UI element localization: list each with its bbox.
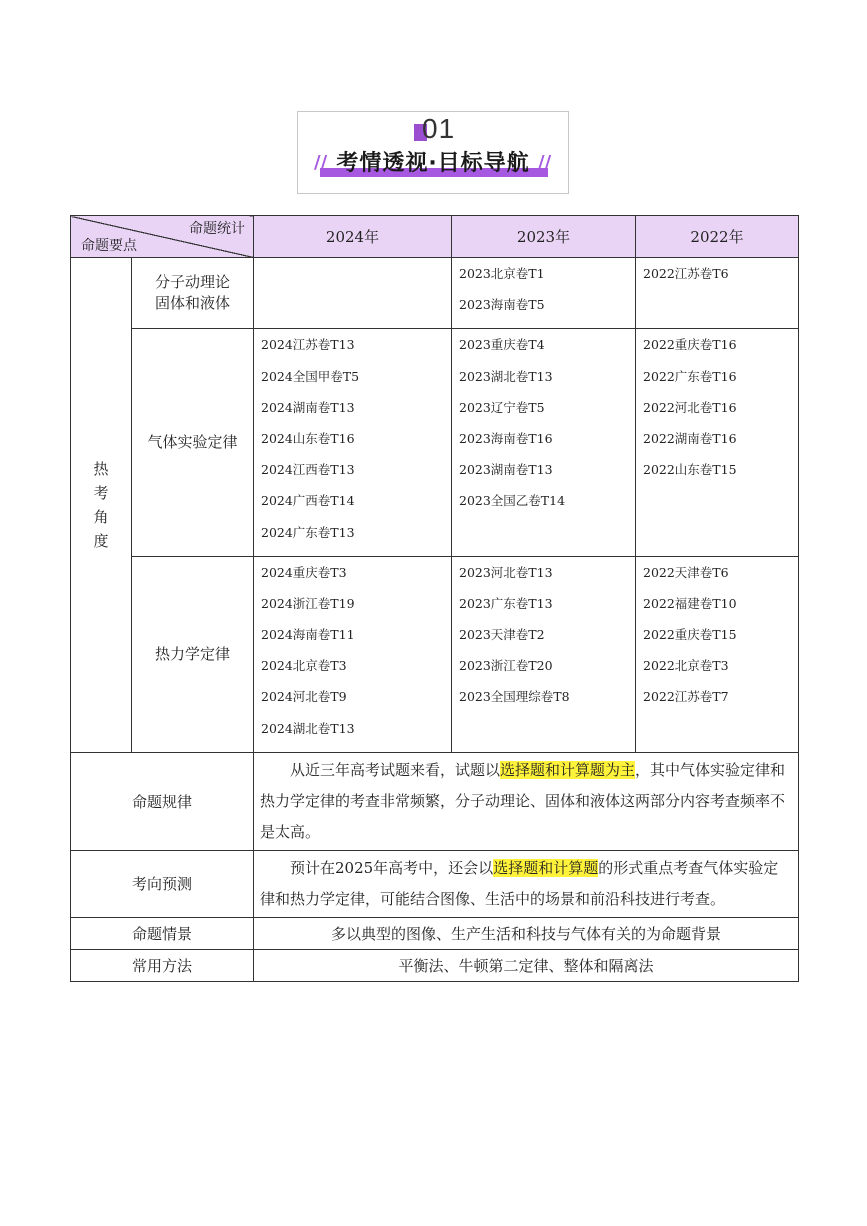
exam-item: 2023全国理综卷T8 (459, 689, 570, 705)
exam-item: 2024湖北卷T13 (261, 720, 355, 736)
exam-item: 2023天津卷T2 (459, 627, 545, 643)
table-row (71, 556, 799, 752)
exam-item: 2022福建卷T10 (643, 595, 737, 611)
exam-item: 2023湖北卷T13 (459, 368, 553, 384)
exam-item: 2023海南卷T16 (459, 430, 553, 446)
items-cell-2022 (636, 556, 799, 752)
exam-item: 2023湖南卷T13 (459, 462, 553, 478)
exam-item: 2023辽宁卷T5 (459, 399, 545, 415)
exam-item: 2023北京卷T1 (459, 266, 545, 281)
year-header-2022: 2022年 (636, 216, 799, 258)
items-cell-2024 (254, 329, 452, 556)
exam-analysis-table (70, 215, 799, 982)
exam-item: 2024江苏卷T13 (261, 337, 355, 353)
exam-item: 2024浙江卷T19 (261, 595, 355, 611)
corner-bottom-label: 命题要点 (81, 238, 137, 254)
section-number: 01 (422, 113, 456, 144)
category-label: 气体实验定律 (147, 433, 238, 452)
exam-item: 2024全国甲卷T5 (261, 368, 360, 384)
scenario-text: 多以典型的图像、生产生活和科技与气体有关的为命题背景 (254, 917, 799, 949)
section-title: 考情透视·目标导航 (336, 151, 530, 176)
exam-item: 2022北京卷T3 (643, 658, 729, 674)
corner-header-cell (71, 216, 254, 258)
exam-item: 2024广东卷T13 (261, 524, 355, 540)
table-row (71, 949, 799, 981)
exam-item: 2024山东卷T16 (261, 430, 355, 446)
group-label-char: 热 (93, 459, 109, 478)
exam-item: 2023河北卷T13 (459, 564, 553, 580)
group-label-char: 考 (93, 483, 109, 502)
exam-item: 2023海南卷T5 (459, 297, 545, 313)
category-cell (132, 556, 254, 752)
exam-item: 2022重庆卷T16 (643, 337, 737, 353)
exam-item: 2024重庆卷T3 (261, 564, 347, 580)
forecast-label: 考向预测 (71, 850, 254, 917)
forecast-text-part: 的形式重点考查气体实验定律和热力学定律，可能结合图像、生活中的场景和前沿科技进行考查。 (260, 858, 779, 908)
exam-item: 2022广东卷T16 (643, 368, 737, 384)
exam-item: 2024河北卷T9 (261, 689, 347, 705)
exam-item: 2024广西卷T14 (261, 493, 355, 509)
group-label (71, 457, 131, 553)
group-label-cell (71, 258, 132, 753)
items-cell-2023 (452, 329, 636, 556)
exam-item: 2022湖南卷T16 (643, 430, 737, 446)
year-header-2023: 2023年 (452, 216, 636, 258)
corner-top-label: 命题统计 (189, 221, 245, 237)
exam-item: 2022河北卷T16 (643, 399, 737, 415)
items-cell-2023 (452, 556, 636, 752)
rule-text-part: 从近三年高考试题来看，试题以 (290, 760, 501, 779)
category-label: 热力学定律 (154, 644, 230, 663)
exam-item: 2022江苏卷T7 (643, 689, 729, 705)
year-header-2024: 2024年 (254, 216, 452, 258)
rule-highlight: 选择题和计算题为主 (500, 760, 636, 779)
forecast-text-part: 预计在2025年高考中，还会以 (290, 858, 494, 877)
items-cell-2022 (636, 329, 799, 556)
exam-item: 2024江西卷T13 (261, 462, 355, 478)
category-cell (132, 329, 254, 556)
table-row (71, 850, 799, 917)
exam-item: 2024北京卷T3 (261, 658, 347, 674)
items-cell-2024 (254, 556, 452, 752)
methods-label: 常用方法 (71, 949, 254, 981)
scenario-label: 命题情景 (71, 917, 254, 949)
items-cell-2022 (636, 258, 799, 329)
category-cell (132, 258, 254, 329)
methods-text: 平衡法、牛顿第二定律、整体和隔离法 (254, 949, 799, 981)
table-row (71, 258, 799, 329)
forecast-highlight: 选择题和计算题 (493, 858, 599, 877)
exam-item: 2023重庆卷T4 (459, 337, 545, 353)
table-row (71, 329, 799, 556)
table-row (71, 752, 799, 850)
table-row (71, 917, 799, 949)
rule-text (254, 752, 799, 850)
exam-item: 2023全国乙卷T14 (459, 493, 566, 509)
group-label-char: 度 (93, 531, 109, 550)
exam-item: 2022天津卷T6 (643, 564, 729, 580)
exam-item: 2022山东卷T15 (643, 462, 737, 478)
category-label: 固体和液体 (154, 294, 230, 313)
category-label: 分子动理论 (154, 273, 230, 292)
exam-item: 2024海南卷T11 (261, 627, 355, 643)
rule-text-part: ，其中气体实验定律和热力学定律的考查非常频繁，分子动理论、固体和液体这两部分内容考查频率不是太高。 (260, 760, 786, 841)
exam-item: 2023浙江卷T20 (459, 658, 553, 674)
rule-label: 命题规律 (71, 752, 254, 850)
forecast-text (254, 850, 799, 917)
slash-decoration-icon: // (538, 152, 552, 173)
group-label-char: 角 (93, 507, 109, 526)
exam-item: 2022江苏卷T6 (643, 266, 729, 281)
section-banner (297, 111, 569, 194)
items-cell-2024 (254, 258, 452, 329)
items-cell-2023 (452, 258, 636, 329)
table-header-row (71, 216, 799, 258)
slash-decoration-icon: // (314, 152, 328, 173)
exam-item: 2024湖南卷T13 (261, 399, 355, 415)
exam-item: 2022重庆卷T15 (643, 627, 737, 643)
exam-item: 2023广东卷T13 (459, 595, 553, 611)
